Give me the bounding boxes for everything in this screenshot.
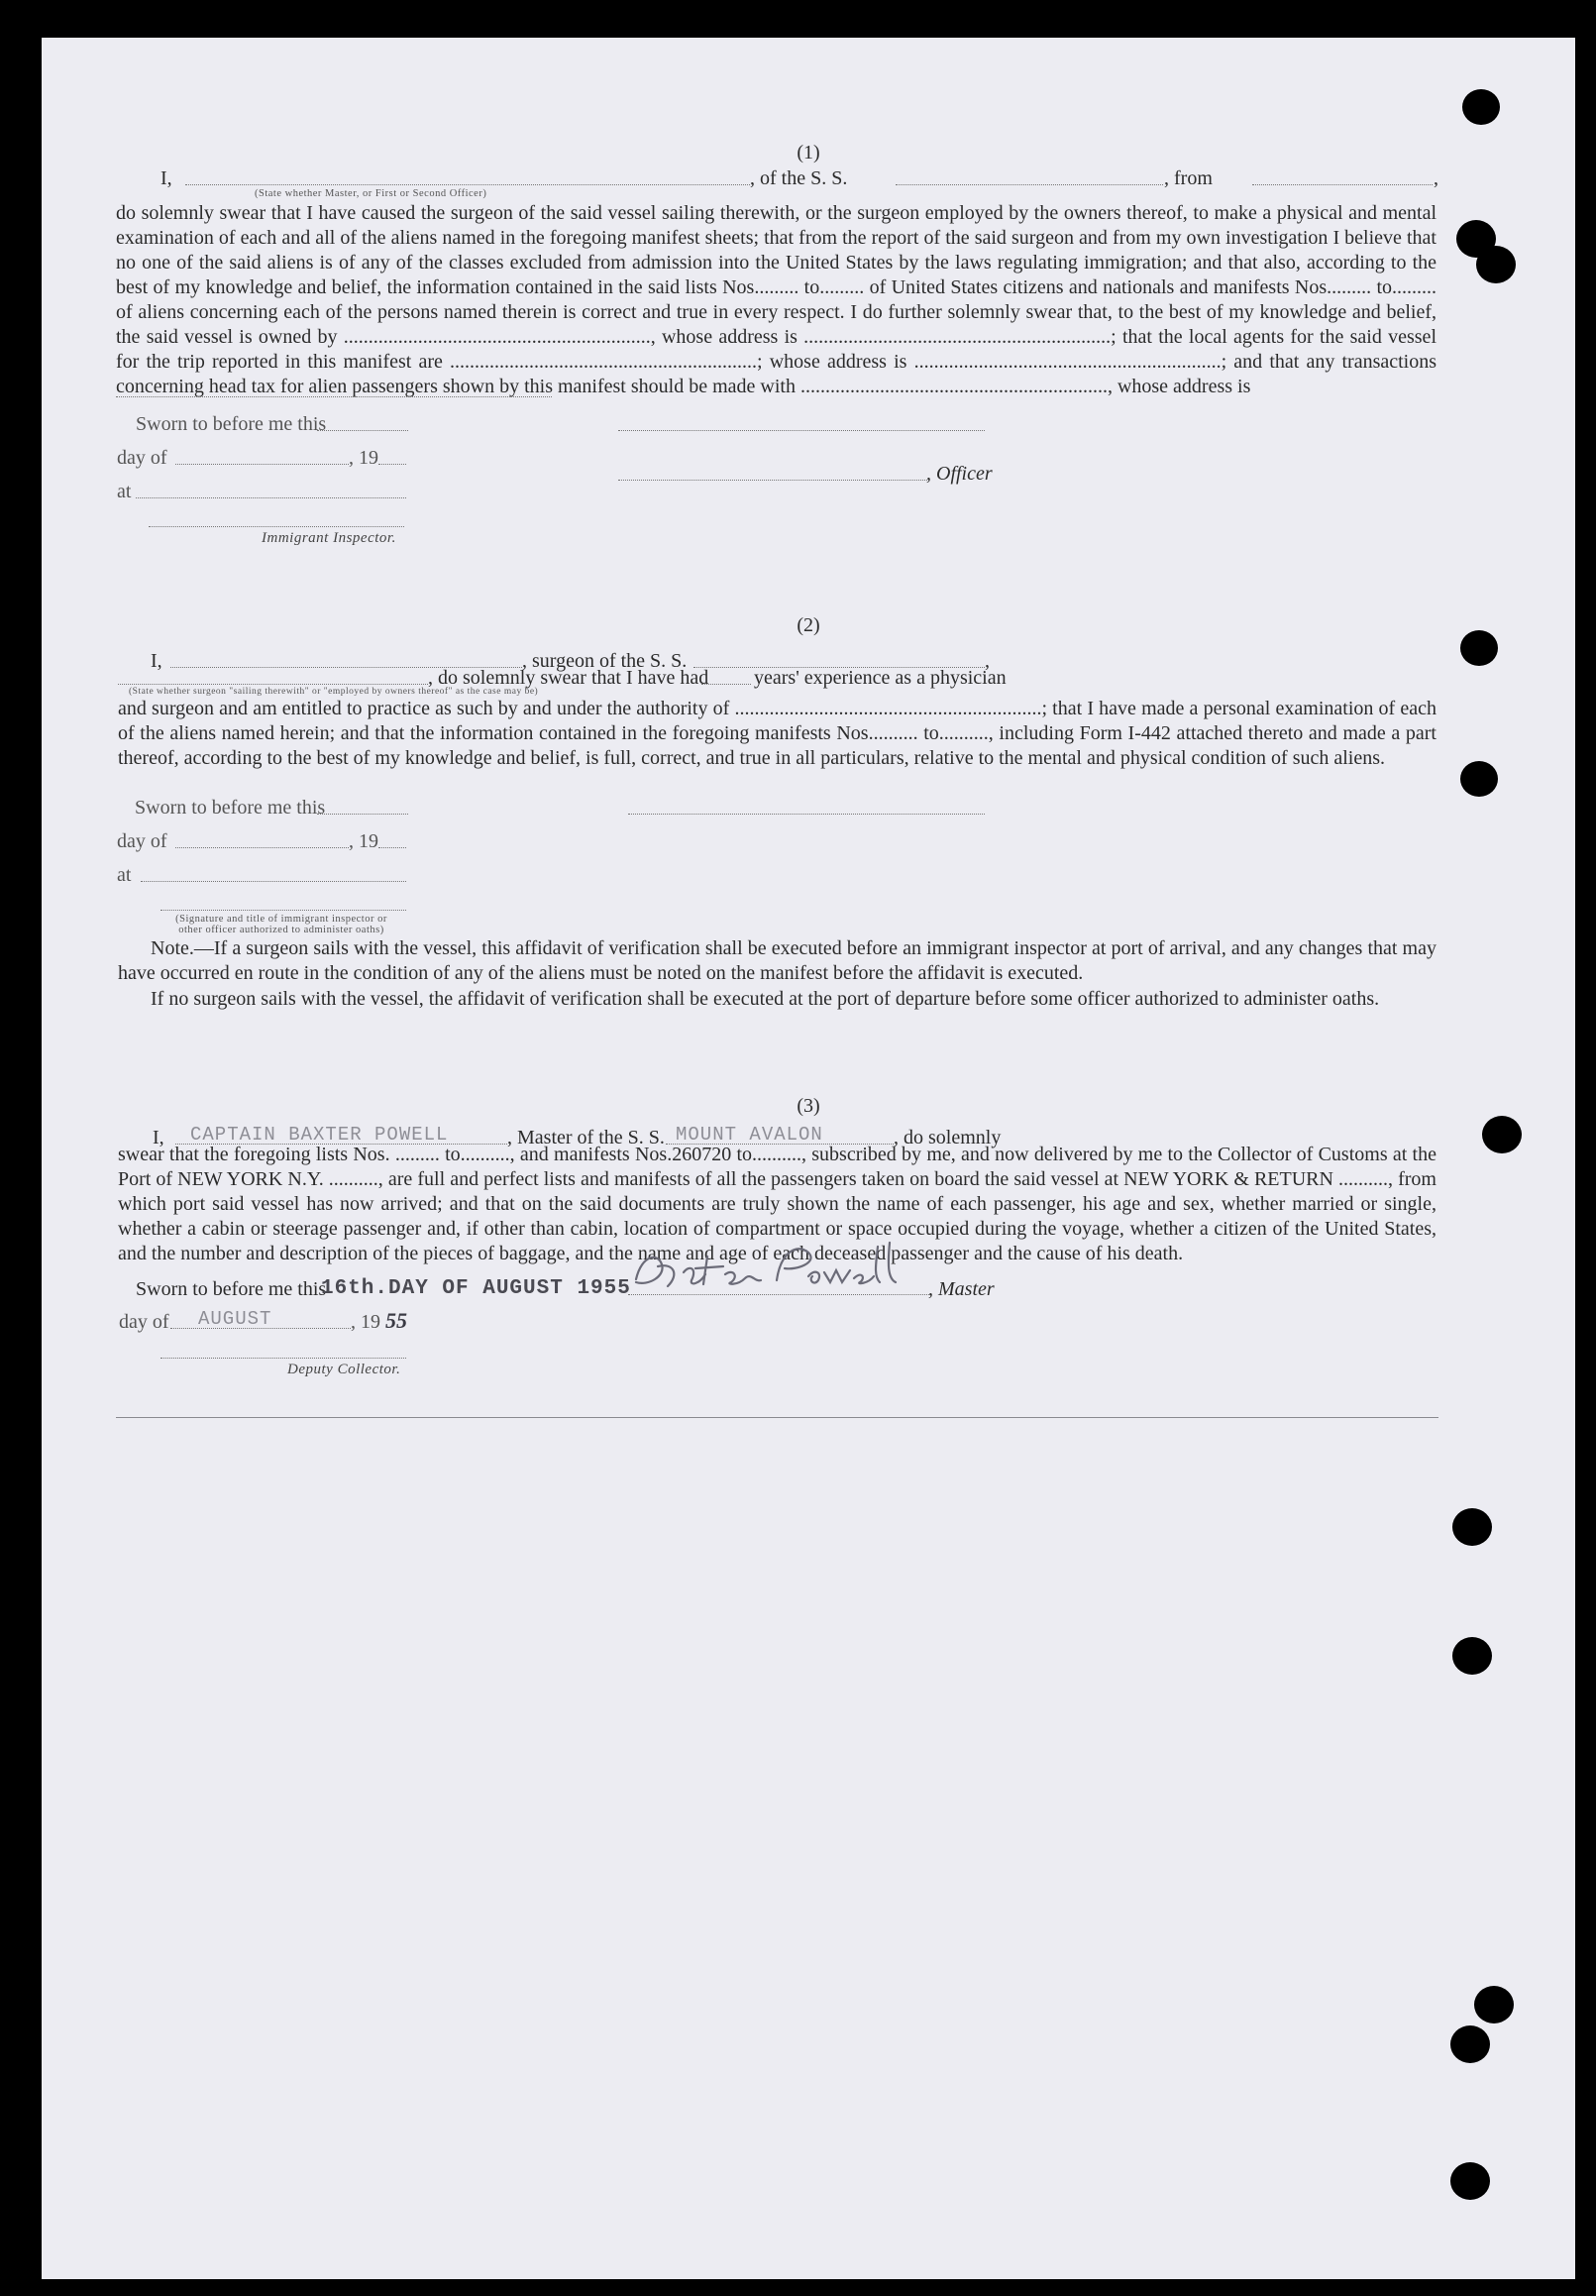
s1-body: do solemnly swear that I have caused the surgeon of the said vessel sailing therewith, or the surgeon employed by the owners thereof, to make a physical and mental examination of each and all of the aliens named in the foregoing manifest sheets; that from the report of the said surgeon and from my own investigation I believe that no one of the said aliens is of any of the classes excluded from admission into the United States by the laws regulating immigration; and that also, according to the best of my knowledge and belief, the information contained in the said lists Nos......... to......... of United States citizens and nationals and manifests Nos......... to......... of aliens concerning each of the persons named therein is correct and true in every respect. I do further solemnly swear that, to the best of my knowledge and belief, the said vessel is owned by .............................................................., whose address is ..............................................................; that the local agents for the said vessel for the trip reported in this manifest are ..............................................................; whose address is ..............................................................; and that any transactions concerning head tax for alien passengers shown by this manifest should be made with .............................................................., whose address is	[116, 202, 1436, 397]
s2-day-line[interactable]	[175, 847, 349, 848]
s3-i-label: I,	[153, 1127, 164, 1148]
punch-hole	[1460, 630, 1498, 666]
s2-note-2: If no surgeon sails with the vessel, the affidavit of verification shall be executed at the port of departure before some officer authorized to administer oaths.	[151, 988, 1380, 1010]
s1-inspector-caption: Immigrant Inspector.	[262, 530, 396, 546]
s1-at-line[interactable]	[136, 497, 406, 498]
s2-at-line[interactable]	[141, 881, 406, 882]
s1-inspector-line[interactable]	[149, 526, 404, 527]
s2-swear-label: , do solemnly swear that I have had	[428, 667, 709, 689]
s2-inspector-line[interactable]	[160, 910, 406, 911]
s2-status-line[interactable]	[118, 684, 428, 685]
s2-note-1: Note.—If a surgeon sails with the vessel, this affidavit of verification shall be executed before an immigrant inspector at port of arrival, and any changes that may have occurred en route in the condition of any of the aliens must be noted on the manifest before the affidavit is executed.	[118, 937, 1436, 984]
punch-hole	[1474, 1986, 1514, 2023]
s3-year-label: , 19	[351, 1311, 380, 1333]
s3-month-typed: AUGUST	[198, 1308, 272, 1330]
s1-officer-label: , Officer	[926, 463, 993, 485]
s3-day-of-label: day of	[119, 1311, 169, 1333]
punch-hole	[1476, 246, 1516, 283]
s3-solemnly-label: , do solemnly	[894, 1127, 1002, 1148]
s1-comma: ,	[1434, 167, 1438, 189]
s3-master-of-label: , Master of the S. S.	[507, 1127, 665, 1148]
punch-hole	[1452, 1508, 1492, 1546]
s1-officer-note: (State whether Master, or First or Second Officer)	[255, 188, 487, 199]
section-3-number: (3)	[797, 1095, 820, 1117]
s3-master-label: , Master	[928, 1278, 995, 1300]
punch-hole	[1462, 89, 1500, 125]
section-2-number: (2)	[797, 614, 820, 636]
s1-of-ss-label: , of the S. S.	[750, 167, 848, 189]
document-sheet	[42, 38, 1575, 2279]
punch-hole	[1450, 2025, 1490, 2063]
punch-hole	[1450, 2162, 1490, 2200]
s2-signature-line[interactable]	[628, 814, 985, 815]
s1-sworn-line[interactable]	[317, 430, 408, 431]
s2-years-line[interactable]	[701, 684, 751, 685]
s3-body: swear that the foregoing lists Nos. ......... to.........., and manifests Nos.260720 to.........., subscribed by me, and now delivered by me to the Collector of Customs at the Port of NEW YORK N.Y. .........., are full and perfect lists and manifests of all the passengers taken on board the said vessel at NEW YORK & RETURN .........., from which port said vessel has now arrived; and that on the said documents are truly shown the name of each passenger, his age and sex, whether married or single, whether a cabin or steerage passenger and, if other than cabin, location of compartment or space occupied during the voyage, whether a citizen of the United States, and the number and description of the pieces of baggage, and the name and age of each deceased passenger and the cause of his death.	[118, 1144, 1436, 1264]
s2-inspector-caption	[149, 914, 414, 935]
s1-from-label: , from	[1164, 167, 1213, 189]
punch-hole	[1460, 761, 1498, 797]
punch-hole	[1452, 1637, 1492, 1675]
s1-year-label: , 19	[349, 447, 378, 469]
punch-hole	[1482, 1116, 1522, 1153]
s2-i-label: I,	[151, 650, 162, 672]
s1-at-label: at	[117, 481, 132, 502]
s2-day-of-label: day of	[117, 830, 167, 852]
s2-inspector-caption-1: (Signature and title of immigrant inspector or	[175, 914, 387, 925]
s1-address-line[interactable]	[116, 396, 552, 397]
s3-deputy-caption: Deputy Collector.	[287, 1362, 401, 1377]
bottom-rule	[116, 1417, 1438, 1418]
s1-i-label: I,	[160, 167, 172, 189]
s3-master-signature	[628, 1235, 925, 1304]
section-1-number: (1)	[797, 142, 820, 164]
s2-years-label: years' experience as a physician	[754, 667, 1007, 689]
s3-captain-typed: CAPTAIN BAXTER POWELL	[190, 1124, 449, 1146]
s1-day-of-label: day of	[117, 447, 167, 469]
s1-name-line[interactable]	[185, 184, 750, 185]
s3-sworn-typed: 16th.DAY OF AUGUST 1955	[321, 1277, 631, 1300]
s1-sworn-label: Sworn to before me this	[136, 413, 327, 435]
s2-year-line[interactable]	[378, 847, 406, 848]
s2-year-label: , 19	[349, 830, 378, 852]
s2-body: and surgeon and am entitled to practice as such by and under the authority of ..............................................................; that I have made a personal examination of each of the aliens named herein; and that the information contained in the foregoing manifests Nos.......... to.........., including Form I-442 attached thereto and made a part thereof, according to the best of my knowledge and belief, is full, correct, and true in all particulars, relative to the mental and physical condition of such aliens.	[118, 698, 1436, 769]
s3-sworn-label: Sworn to before me this	[136, 1278, 327, 1300]
s2-sworn-label: Sworn to before me this	[135, 797, 326, 819]
s2-comma: ,	[985, 650, 990, 672]
s2-inspector-caption-2: other officer authorized to administer oaths)	[178, 925, 384, 935]
s2-at-label: at	[117, 864, 132, 886]
s3-deputy-line[interactable]	[160, 1358, 406, 1359]
s1-year-line[interactable]	[378, 464, 406, 465]
s1-officer-signature-line[interactable]	[618, 430, 985, 431]
s3-vessel-typed: MOUNT AVALON	[676, 1124, 823, 1146]
s1-ss-line[interactable]	[896, 184, 1163, 185]
s2-surgeon-label: , surgeon of the S. S.	[522, 650, 688, 672]
s1-officer-line[interactable]	[618, 480, 927, 481]
s2-sworn-line[interactable]	[317, 814, 408, 815]
s3-year-written: 55	[385, 1308, 407, 1333]
s2-status-note: (State whether surgeon "sailing therewith" or "employed by owners thereof" as the case may be)	[129, 687, 539, 697]
s1-day-line[interactable]	[175, 464, 349, 465]
s1-from-line[interactable]	[1252, 184, 1433, 185]
